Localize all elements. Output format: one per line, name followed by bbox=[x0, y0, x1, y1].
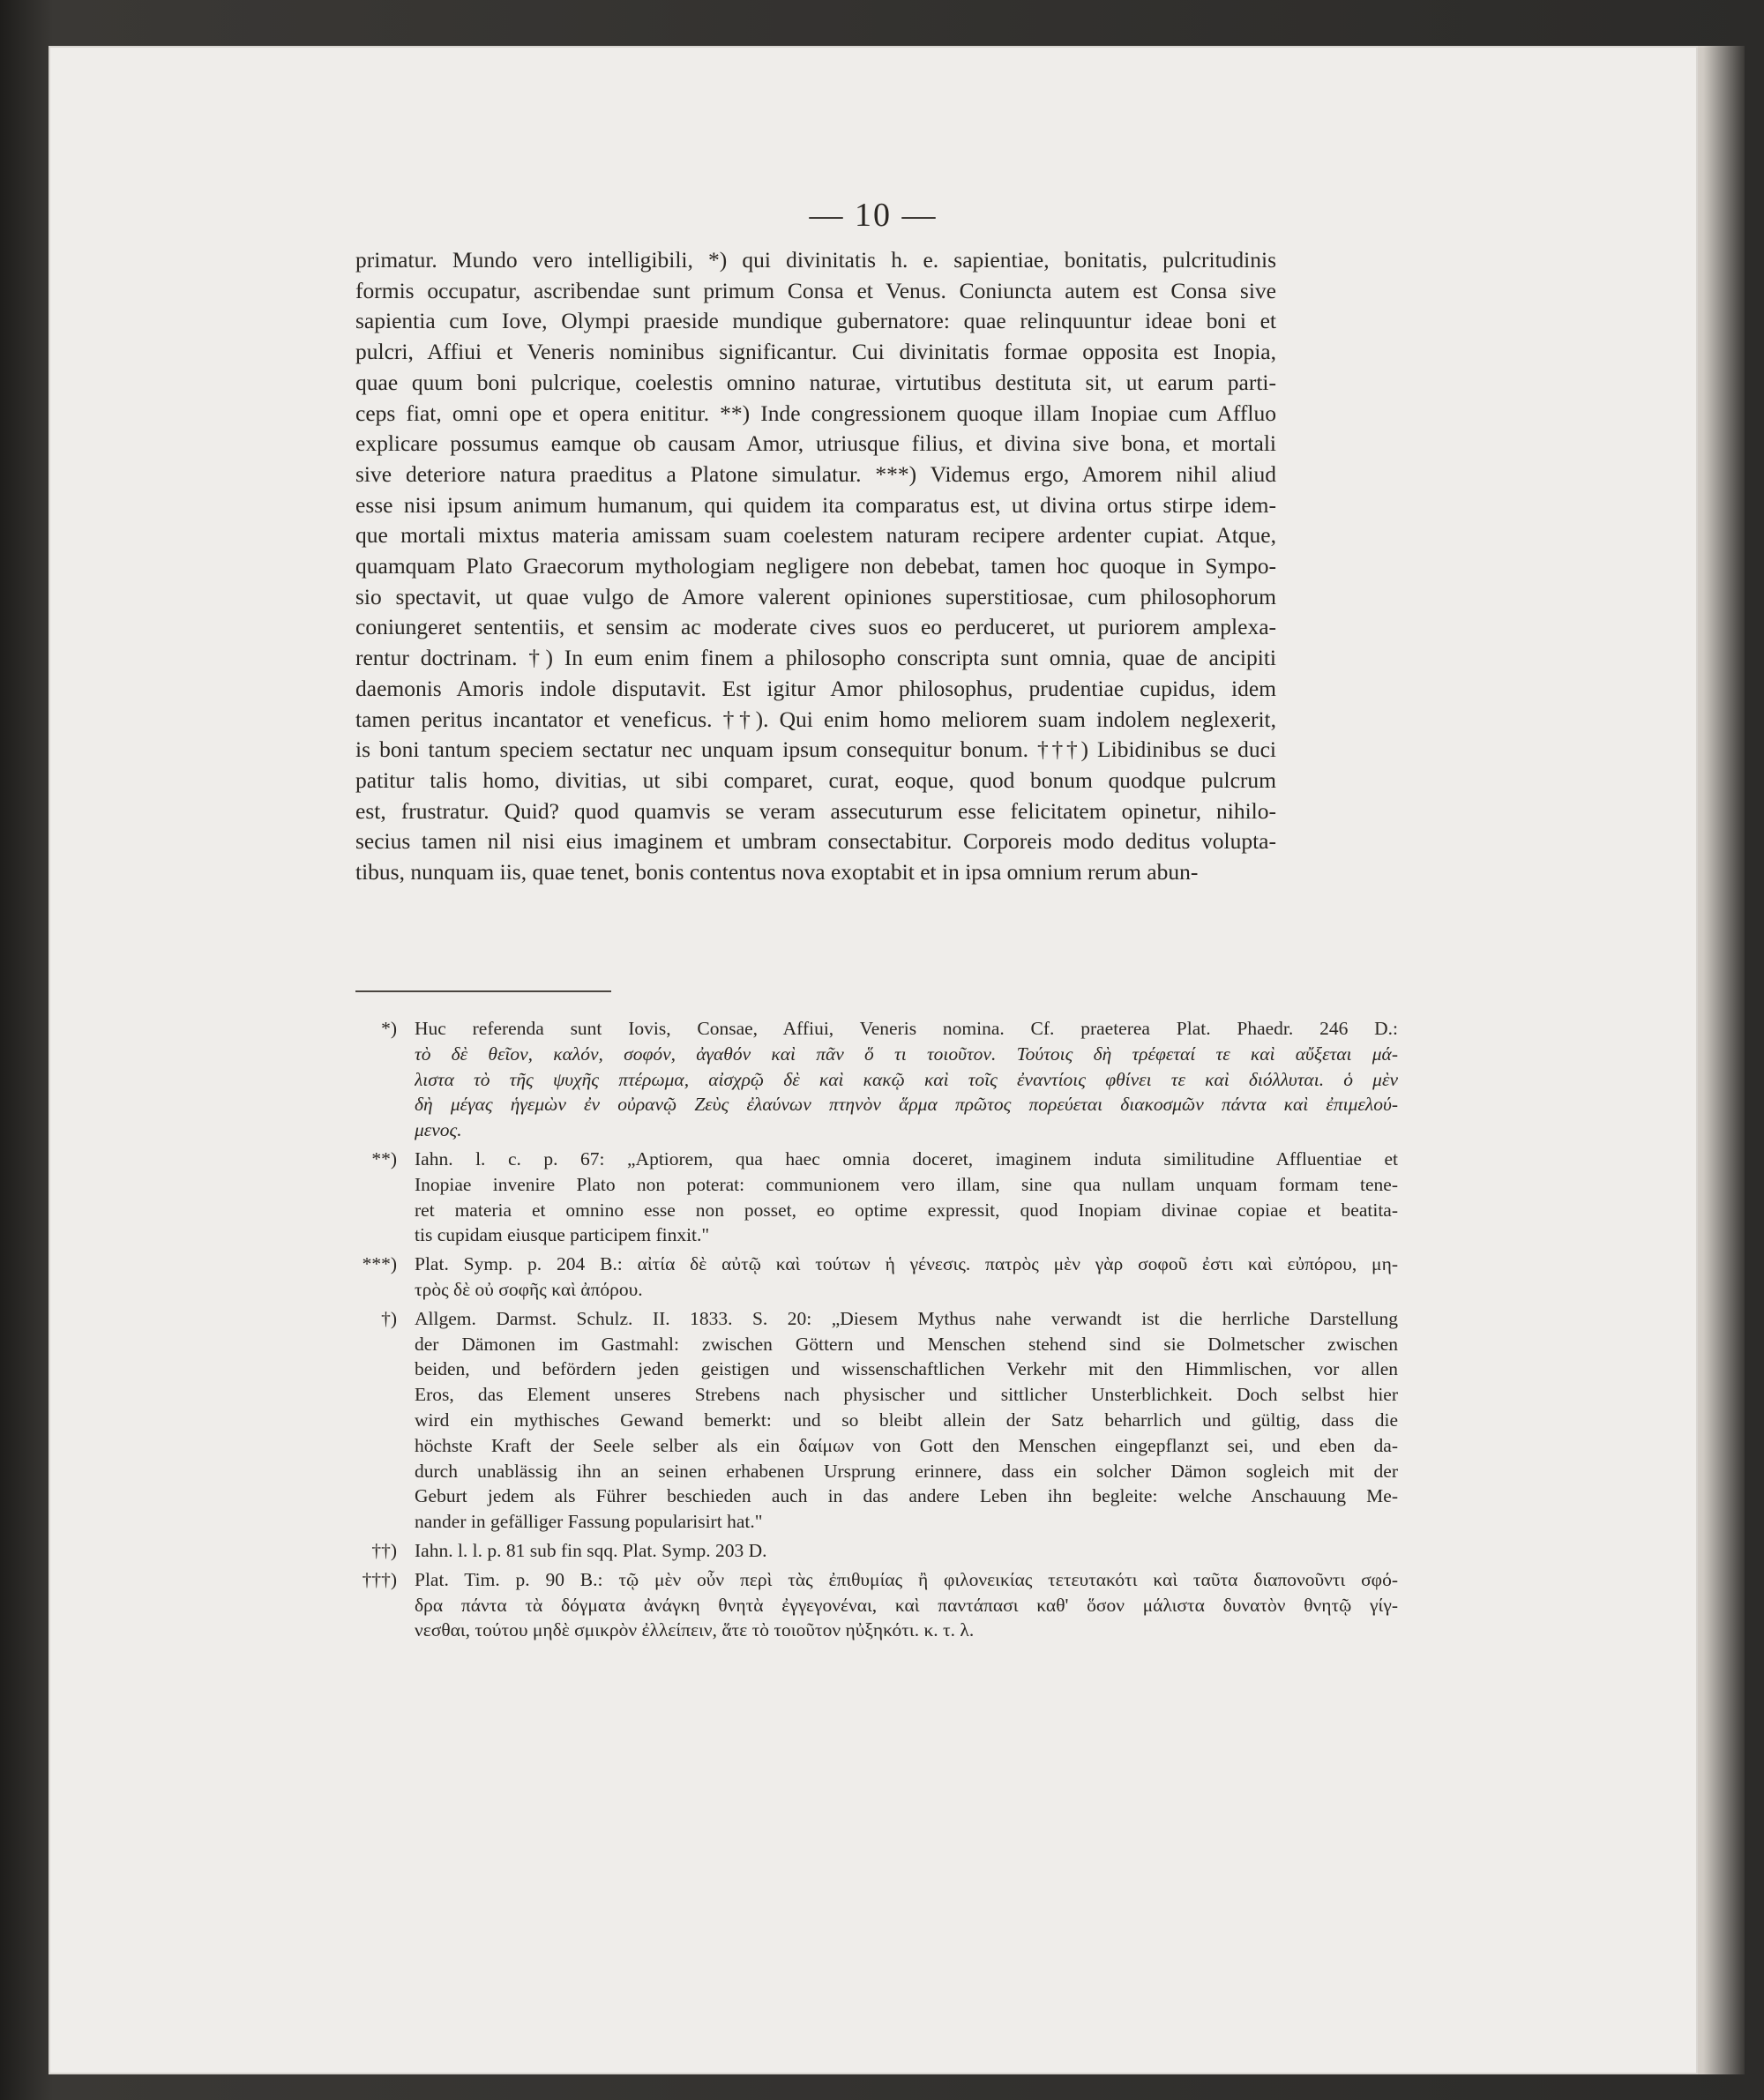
footnote bbox=[381, 1016, 1398, 1143]
footnote-line: Iahn. l. l. p. 81 sub fin sqq. Plat. Symp. 203 D. bbox=[415, 1539, 767, 1561]
main-text-line: primatur. Mundo vero intelligibili, *) qui divinitatis h. e. sapientiae, bonitatis, pulcritudinis bbox=[355, 247, 1276, 273]
footnote-line: Allgem. Darmst. Schulz. II. 1833. S. 20: „Diesem Mythus nahe verwandt ist die herrliche Darstellung bbox=[415, 1307, 1398, 1329]
main-text-line: quae quum boni pulcrique, coelestis omnino naturae, virtutibus destituta sit, ut earum parti- bbox=[355, 369, 1276, 395]
footnote bbox=[371, 1538, 1398, 1564]
main-text-line: formis occupatur, ascribendae sunt primum Consa et Venus. Coniuncta autem est Consa sive bbox=[355, 277, 1276, 303]
main-text-line: est, frustratur. Quid? quod quamvis se veram assecuturum esse felicitatem opinetur, nihilo- bbox=[355, 797, 1276, 824]
footnote-line: Inopiae invenire Plato non poterat: communionem vero illam, sine qua nullam unquam formam tene- bbox=[415, 1173, 1398, 1195]
footnote-line: der Dämonen im Gastmahl: zwischen Göttern und Menschen stehend sind sie Dolmetscher zwischen bbox=[415, 1333, 1398, 1355]
footnote-mark: **) bbox=[371, 1147, 397, 1170]
footnote-line: tis cupidam eiusque participem finxit." bbox=[415, 1224, 710, 1246]
footnote bbox=[362, 1252, 1398, 1303]
main-text-line: tibus, nunquam iis, quae tenet, bonis contentus nova exoptabit et in ipsa omnium rerum abun- bbox=[355, 859, 1199, 886]
footnote-mark: ††) bbox=[371, 1539, 397, 1561]
footnote-line: wird ein mythisches Gewand bemerkt: und so bleibt allein der Satz beharrlich und gültig, dass die bbox=[415, 1409, 1398, 1431]
page-number: — 10 — bbox=[809, 197, 938, 234]
main-text-line: quamquam Plato Graecorum mythologiam negligere non debebat, tamen hoc quoque in Sympo- bbox=[355, 553, 1276, 579]
footnote-line: τὸ δὲ θεῖον, καλόν, σοφόν, ἀγαθόν καὶ πᾶν ὅ τι τοιοῦτον. Τούτοις δὴ τρέφεταί τε καὶ αὔξεται μά- bbox=[415, 1043, 1398, 1065]
main-text-line: coniungeret sententiis, et sensim ac moderate cives suos eo perduceret, ut puriorem amplexa- bbox=[355, 614, 1276, 640]
footnote-line: ret materia et omnino esse non posset, eo optime expressit, quod Inopiam divinae copiae et beatita- bbox=[415, 1199, 1398, 1221]
main-text-line: patitur talis homo, divitias, ut sibi comparet, curat, eoque, quod bonum quodque pulcrum bbox=[355, 766, 1276, 793]
footnote-line: Plat. Symp. p. 204 B.: αἰτία δὲ αὐτῷ καὶ τούτων ἡ γένεσις. πατρὸς μὲν γὰρ σοφοῦ ἐστι καὶ εὐπόρου, μη- bbox=[415, 1253, 1398, 1275]
main-text-line: esse nisi ipsum animum humanum, qui quidem ita comparatus est, ut divina ortus stirpe idem- bbox=[355, 491, 1276, 518]
main-text-line: daemonis Amoris indole disputavit. Est igitur Amor philosophus, prudentiae cupidus, idem bbox=[355, 675, 1276, 701]
footnote-line: λιστα τὸ τῆς ψυχῆς πτέρωμα, αἰσχρῷ δὲ καὶ κακῷ καὶ τοῖς ἐναντίοις φθίνει τε καὶ διόλλυται. ὁ μὲν bbox=[415, 1068, 1398, 1090]
main-text-line: que mortali mixtus materia amissam suam coelestem naturam recipere ardenter cupiat. Atque, bbox=[355, 522, 1276, 549]
footnote-separator bbox=[355, 990, 611, 992]
footnote-line: δρα πάντα τὰ δόγματα ἀνάγκη θνητὰ ἐγγεγονέναι, καὶ παντάπασι καθ' ὅσον μάλιστα δυνατὸν θνητῷ γίγ- bbox=[415, 1594, 1398, 1616]
main-text-line: sio spectavit, ut quae vulgo de Amore valerent opiniones superstitiosae, cum philosophorum bbox=[355, 583, 1276, 609]
footnote-line: Plat. Tim. p. 90 B.: τῷ μὲν οὖν περὶ τὰς ἐπιθυμίας ἢ φιλονεικίας τετευτακότι καὶ ταῦτα διαπονοῦντι σφό- bbox=[415, 1568, 1398, 1590]
footnote bbox=[371, 1147, 1398, 1248]
footnote-line: Huc referenda sunt Iovis, Consae, Affiui, Veneris nomina. Cf. praeterea Plat. Phaedr. 246 D.: bbox=[415, 1018, 1398, 1039]
main-text-line: ceps fiat, omni ope et opera enititur. **) Inde congressionem quoque illam Inopiae cum Affluo bbox=[355, 400, 1276, 426]
main-text-line: explicare possumus eamque ob causam Amor, utriusque filius, et divina sive bona, et mortali bbox=[355, 430, 1276, 457]
footnote-line: μενος. bbox=[415, 1119, 462, 1141]
main-text-line: sive deteriore natura praeditus a Platone simulatur. ***) Videmus ergo, Amorem nihil aliud bbox=[355, 460, 1276, 487]
footnote-mark: †) bbox=[381, 1307, 397, 1329]
main-text-block bbox=[355, 245, 1276, 888]
footnote-line: Iahn. l. c. p. 67: „Aptiorem, qua haec omnia doceret, imaginem induta similitudine Affluentiae et bbox=[415, 1147, 1398, 1170]
footnote-line: δὴ μέγας ἡγεμὼν ἐν οὐρανῷ Ζεὺς ἐλαύνων πτηνὸν ἅρμα πρῶτος πορεύεται διακοσμῶν πάντα καὶ ἐπιμελού- bbox=[415, 1094, 1398, 1116]
footnote-line: durch unablässig ihn an seinen erhabenen Ursprung erinnere, dass ein solcher Dämon sogleich mit der bbox=[415, 1460, 1398, 1482]
footnote-line: nander in gefälliger Fassung popularisirt hat." bbox=[415, 1511, 763, 1533]
footnote bbox=[381, 1306, 1398, 1535]
footnote-mark: ***) bbox=[362, 1253, 397, 1275]
footnotes-block bbox=[362, 1016, 1398, 1647]
footnote-line: beiden, und befördern jeden geistigen und wissenschaftlichen Verkehr mit den Himmlischen, vor allen bbox=[415, 1358, 1398, 1380]
main-text-line: sapientia cum Iove, Olympi praeside mundique gubernatore: quae relinquuntur ideae boni et bbox=[355, 308, 1276, 334]
footnote-mark: *) bbox=[381, 1018, 397, 1039]
main-text-line: pulcri, Affiui et Veneris nominibus significantur. Cui divinitatis formae opposita est Inopia, bbox=[355, 339, 1276, 365]
footnote-line: τρὸς δὲ οὐ σοφῆς καὶ ἀπόρου. bbox=[415, 1278, 643, 1300]
footnote-line: höchste Kraft der Seele selber als ein δαίμων von Gott den Menschen eingepflanzt sei, und eben da- bbox=[415, 1434, 1398, 1456]
main-text-line: secius tamen nil nisi eius imaginem et umbram consectabitur. Corporeis modo deditus volupta- bbox=[355, 828, 1276, 855]
main-text-line: tamen peritus incantator et veneficus. ††). Qui enim homo meliorem suam indolem neglexerit, bbox=[355, 706, 1276, 732]
main-text-line: is boni tantum speciem sectatur nec unquam ipsum consequitur bonum. †††) Libidinibus se duci bbox=[355, 736, 1276, 763]
footnote-line: νεσθαι, τούτου μηδὲ σμικρὸν ἐλλείπειν, ἅτε τὸ τοιοῦτον ηὐξηκότι. κ. τ. λ. bbox=[415, 1619, 975, 1641]
main-text-line: rentur doctrinam. †) In eum enim finem a philosopho conscripta sunt omnia, quae de ancipiti bbox=[355, 645, 1276, 671]
footnote-line: Eros, das Element unseres Strebens nach physischer und sittlicher Unsterblichkeit. Doch selbst hier bbox=[415, 1384, 1398, 1406]
footnote-line: Geburt jedem als Führer beschieden auch in das andere Leben ihn begleite: welche Anschauung Me- bbox=[415, 1485, 1398, 1507]
footnote bbox=[362, 1567, 1398, 1643]
footnote-mark: †††) bbox=[362, 1568, 397, 1590]
